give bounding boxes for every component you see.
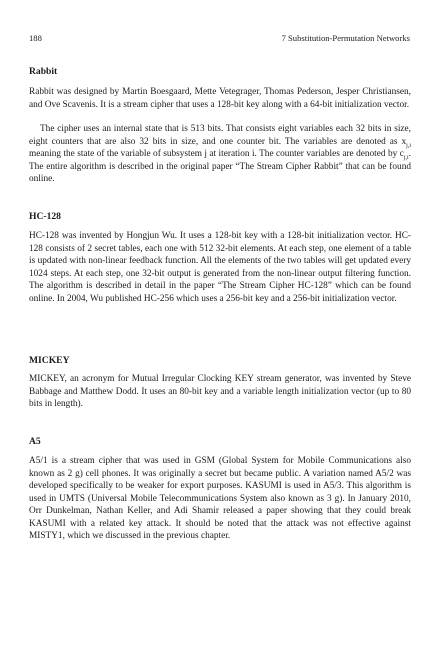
hc128-paragraph-1: HC-128 was invented by Hongjun Wu. It uses a 128-bit key with a 128-bit initialization vector. HC-128 consists of 2 secret tables, each one with 512 32-bit elements. At each step, one element of a table is updated with non-linear feedback function. All the elements of the two tables will get updated every 1024 steps. At each step, one 32-bit output is generated from the non-linear output filtering function. The algorithm is described in detail in the paper “The Stream Cipher HC-128” which can be found online. In 2004, Wu published HC-256 which uses a 256-bit key and a 256-bit initialization vector. xyxy=(29,231,411,304)
rabbit-p2-text-b: meaning the state of the variable of subsystem j at iteration i. The counter variables are denoted by c xyxy=(29,149,404,159)
mickey-paragraph-1: MICKEY, an acronym for Mutual Irregular Clocking KEY stream generator, was invented by Steve Babbage and Matthew Dodd. It uses an 80-bit key and a variable length initialization vector (up to 80 bits in length). xyxy=(29,374,411,409)
section-title-hc128: HC-128 xyxy=(29,211,61,222)
rabbit-p2-sub-1: j,i xyxy=(406,142,411,149)
chapter-title: 7 Substitution-Permutation Networks xyxy=(281,33,410,43)
rabbit-p2-sub-2: j,i xyxy=(403,154,409,161)
section-title-a5: A5 xyxy=(29,436,41,447)
section-title-mickey: MICKEY xyxy=(29,355,70,366)
rabbit-p2-text-c: . The entire algorithm is described in the original paper “The Stream Cipher Rabbit” that can be found online. xyxy=(29,149,411,184)
rabbit-p2-text-a: The cipher uses an internal state that is 513 bits. That consists eight variables each 32 bits in size, eight counters that are also 32 bits in size, and one counter bit. The variables are denoted as x xyxy=(29,124,411,147)
section-title-rabbit: Rabbit xyxy=(29,66,58,77)
a5-paragraph-1: A5/1 is a stream cipher that was used in GSM (Global System for Mobile Communications also known as 2 g) cell phones. It was originally a secret but became public. A variation named A5/2 was developed specifically to be weaker for export purposes. KASUMI is used in A5/3. This algorithm is used in UMTS (Universal Mobile Telecommunications System also known as 3 g). In January 2010, Orr Dunkelman, Nathan Keller, and Adi Shamir released a paper showing that they could break KASUMI with a related key attack. It should be noted that the attack was not effective against MISTY1, which we discussed in the previous chapter. xyxy=(29,456,411,541)
rabbit-paragraph-2 xyxy=(29,123,411,186)
rabbit-paragraph-1: Rabbit was designed by Martin Boesgaard, Mette Vetegrager, Thomas Pederson, Jesper Christiansen, and Ove Scavenis. It is a stream cipher that uses a 128-bit key along with a 64-bit initialization vector. xyxy=(29,87,411,110)
page-number: 188 xyxy=(29,33,42,43)
